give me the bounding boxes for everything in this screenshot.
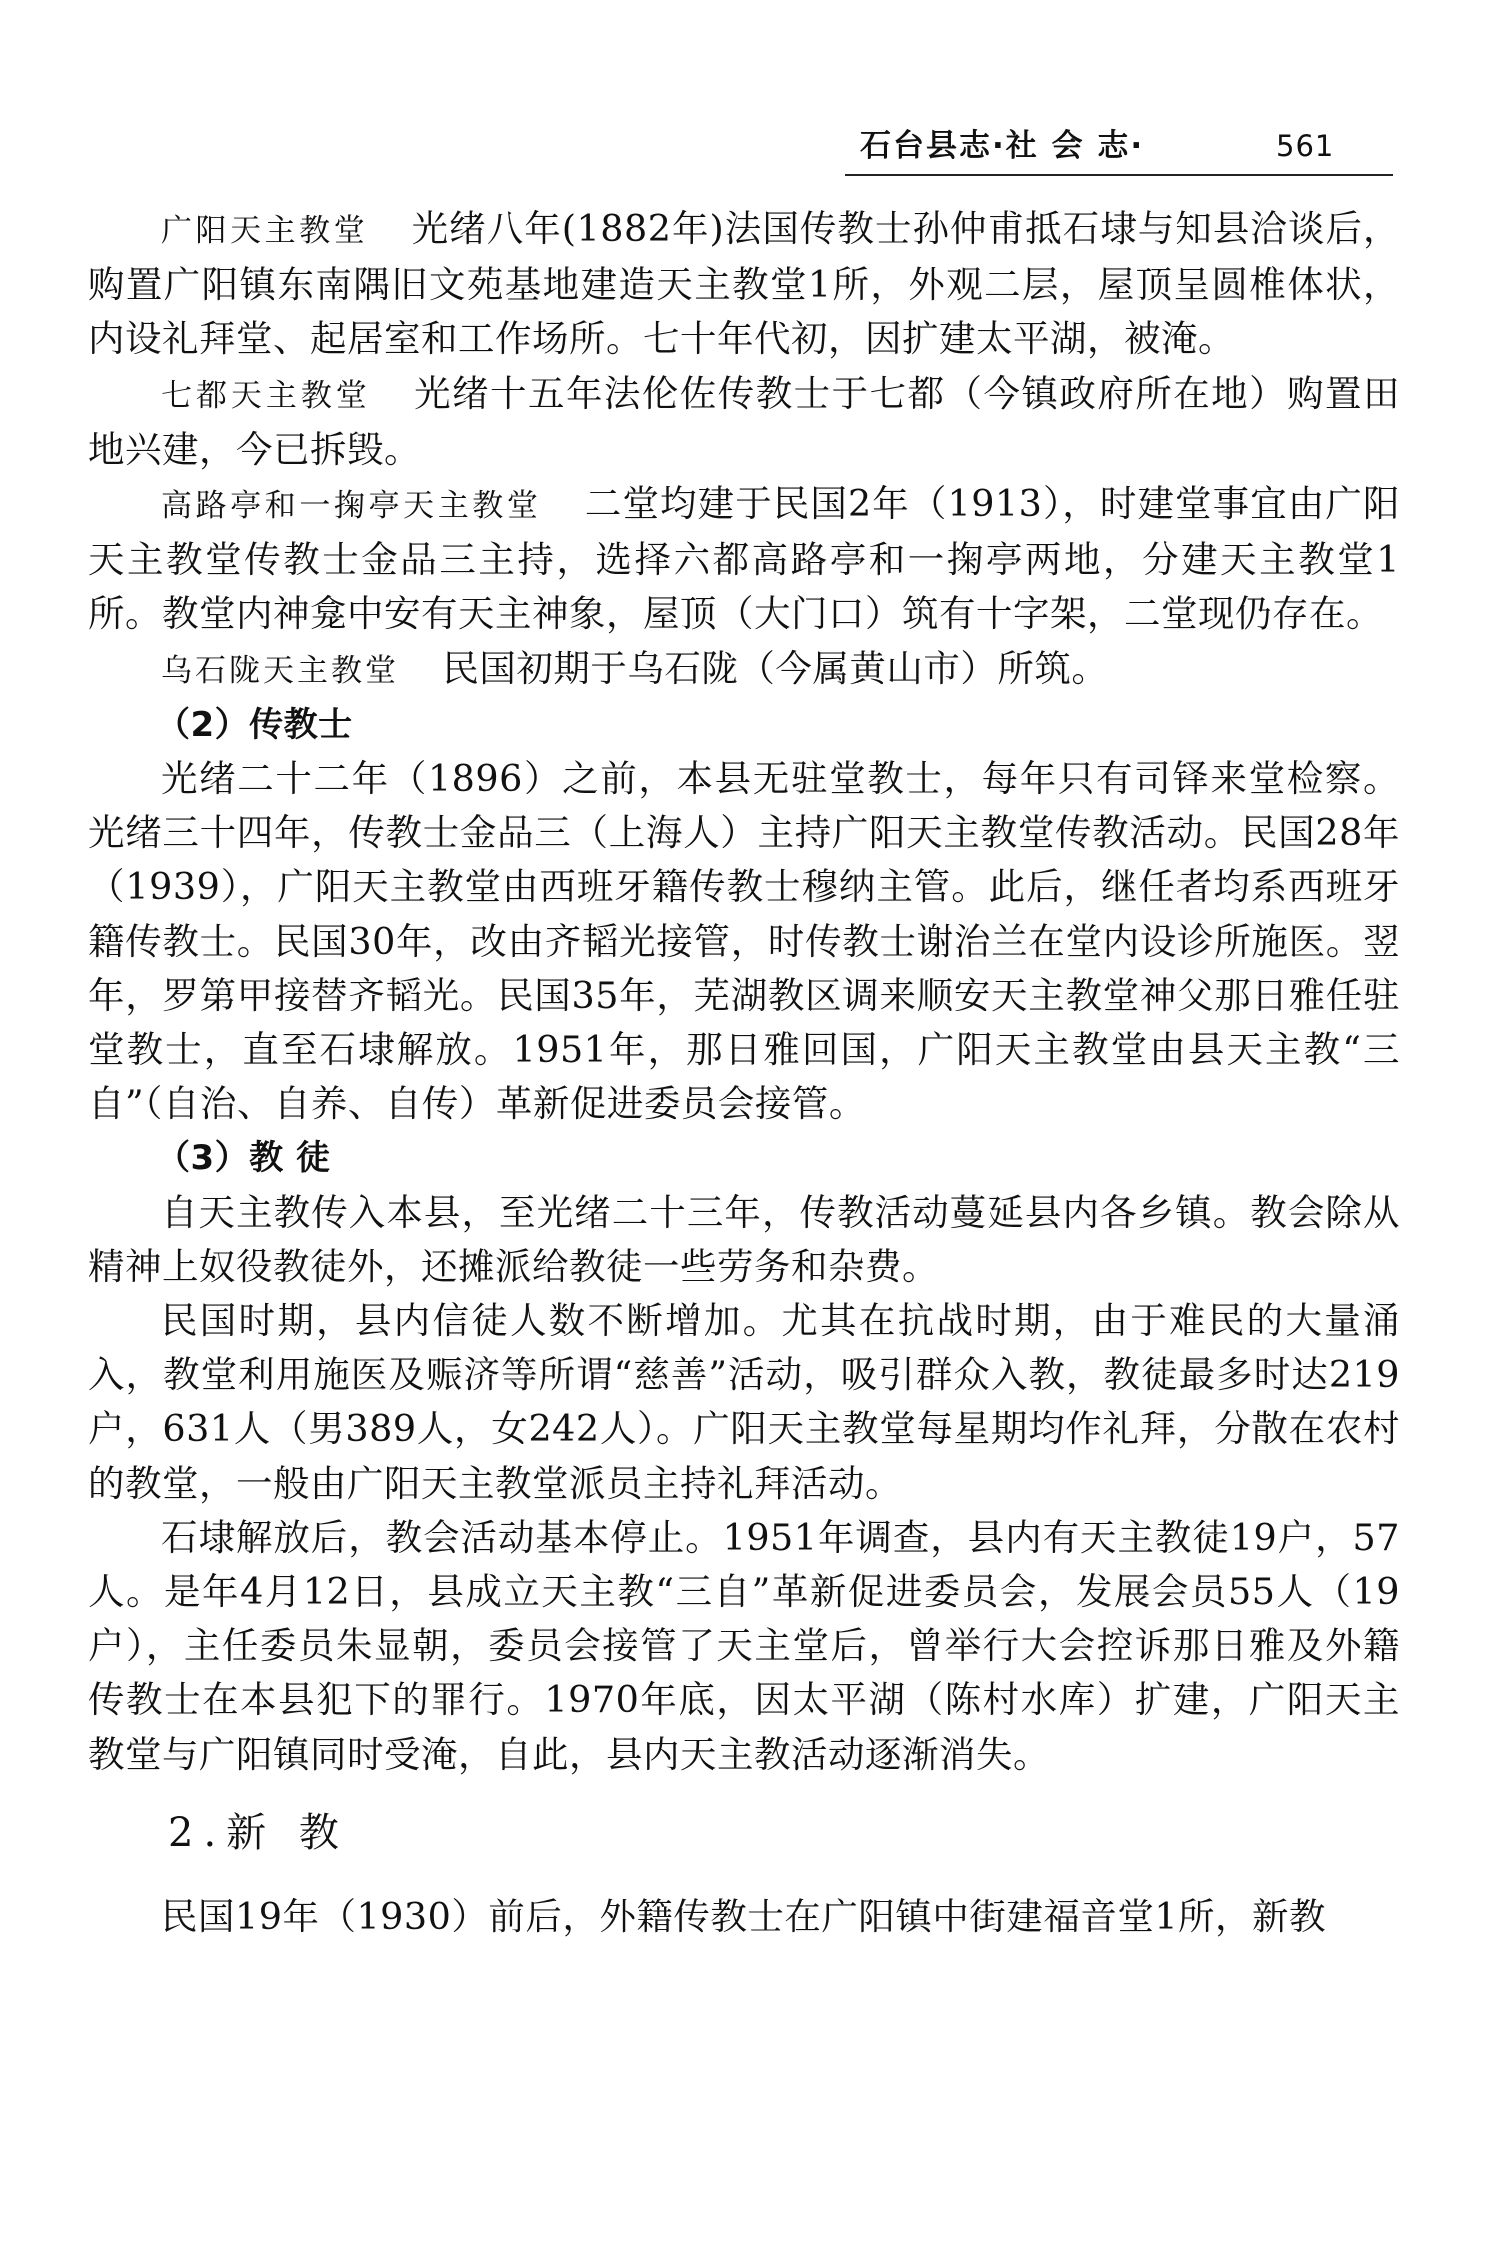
followers-heading: （3）教 徒 bbox=[156, 1138, 331, 1179]
section-title-protestantism: 2.新 教 bbox=[168, 1809, 349, 1856]
entry-text: 民国初期于乌石陇（今属黄山市）所筑。 bbox=[442, 646, 1109, 690]
followers-paragraph: 自天主教传入本县，至光绪二十三年，传教活动蔓延县内各乡镇。教会除从精神上奴役教徒外，还摊派给教徒一些劳务和杂费。 bbox=[88, 1190, 1400, 1288]
entry-text: 二堂均建于民国2年（1913），时建堂事宜由广阳天主教堂传教士金品三主持，选择六都高路亭和一掬亭两地，分建天主教堂1所。教堂内神龛中安有天主神象，屋顶（大门口）筑有十字架，二堂现仍存在。 bbox=[88, 482, 1401, 636]
followers-paragraph: 民国时期，县内信徒人数不断增加。尤其在抗战时期，由于难民的大量涌入，教堂利用施医及赈济等所谓“慈善”活动，吸引群众入教，教徒最多时达219户，631人（男389人，女242人）。广阳天主教堂每星期均作礼拜，分散在农村的教堂，一般由广阳天主教堂派员主持礼拜活动。 bbox=[88, 1299, 1400, 1505]
protestantism-paragraph: 民国19年（1930）前后，外籍传教士在广阳镇中街建福音堂1所，新教 bbox=[161, 1894, 1327, 1938]
church-entry bbox=[88, 202, 1400, 367]
header-rule bbox=[845, 174, 1393, 176]
church-entry bbox=[88, 642, 1400, 698]
entry-title: 七都天主教堂 bbox=[161, 377, 371, 414]
body-text bbox=[88, 202, 1400, 1944]
entry-text: 光绪十五年法伦佐传教士于七都（今镇政府所在地）购置田地兴建，今已拆毁。 bbox=[88, 371, 1401, 471]
missionaries-paragraph: 光绪二十二年（1896）之前，本县无驻堂教士，每年只有司铎来堂检察。光绪三十四年，传教士金品三（上海人）主持广阳天主教堂传教活动。民国28年（1939），广阳天主教堂由西班牙籍传教士穆纳主管。此后，继任者均系西班牙籍传教士。民国30年，改由齐韬光接管，时传教士谢治兰在堂内设诊所施医。翌年，罗第甲接替齐韬光。民国35年，芜湖教区调来顺安天主教堂神父那日雅任驻堂教士，直至石埭解放。1951年，那日雅回国，广阳天主教堂由县天主教“三自”（自治、自养、自传）革新促进委员会接管。 bbox=[88, 757, 1400, 1126]
entry-title: 广阳天主教堂 bbox=[161, 213, 369, 249]
followers-paragraph: 石埭解放后，教会活动基本停止。1951年调查，县内有天主教徒19户，57人。是年4月12日，县成立天主教“三自”革新促进委员会，发展会员55人（19户），主任委员朱显朝，委员会接管了天主堂后，曾举行大会控诉那日雅及外籍传教士在本县犯下的罪行。1970年底，因太平湖（陈村水库）扩建，广阳天主教堂与广阳镇同时受淹，自此，县内天主教活动逐渐消失。 bbox=[88, 1515, 1400, 1776]
entry-title: 高路亭和一掬亭天主教堂 bbox=[161, 488, 542, 525]
running-header bbox=[860, 118, 1390, 174]
entry-text: 光绪八年(1882年)法国传教士孙仲甫抵石埭与知县洽谈后，购置广阳镇东南隅旧文苑基地建造天主教堂1所，外观二层，屋顶呈圆椎体状，内设礼拜堂、起居室和工作场所。七十年代初，因扩建太平湖，被淹。 bbox=[88, 207, 1400, 361]
church-entry bbox=[88, 477, 1400, 642]
church-entry bbox=[88, 367, 1400, 477]
missionaries-heading: （2）传教士 bbox=[156, 704, 353, 745]
running-title: 石台县志·社 会 志· bbox=[860, 128, 1145, 164]
entry-title: 乌石陇天主教堂 bbox=[161, 652, 399, 689]
page-number: 561 bbox=[1276, 129, 1335, 163]
